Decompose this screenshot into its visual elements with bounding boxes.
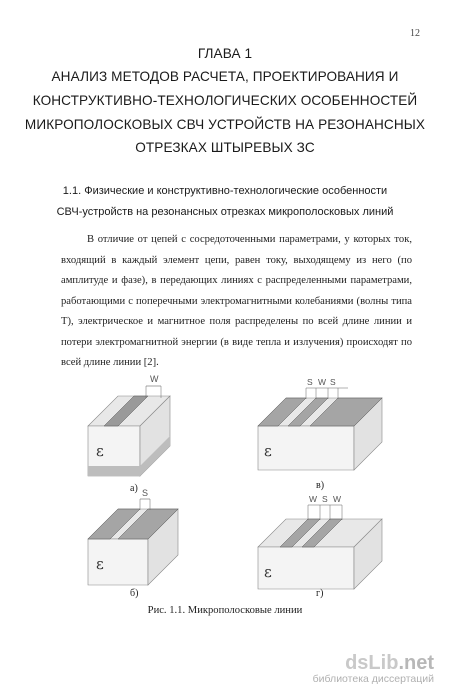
dim-label-w: W xyxy=(333,494,342,504)
dim-label-w: W xyxy=(318,377,327,387)
body-paragraph xyxy=(61,230,412,374)
section-heading-line-2: СВЧ-устройств на резонансных отрезках микрополосковых линий xyxy=(56,206,394,218)
dim-label-w: W xyxy=(150,374,159,384)
dim-label-s: S xyxy=(307,377,313,387)
figure-panel-b xyxy=(88,488,208,592)
panel-label-a: а) xyxy=(130,483,138,494)
panel-label-b: б) xyxy=(130,588,139,599)
watermark-subtitle: библиотека диссертаций xyxy=(312,673,434,685)
watermark-logo xyxy=(313,652,434,675)
epsilon-symbol: ε xyxy=(264,442,272,460)
body-paragraph-text: В отличие от цепей с сосредоточенными параметрами, у которых ток, входящий в каждый элемент цепи, равен току, выходящему из него (по амплитуде и фазе), в передающих линиях с распределенными параметрами, работающими с поперечными электромагнитными колебаниями (волны типа Т), электрическое и магнитное поля распределены по всей длине линии и потери электромагнитной энергии (в виде тепла и излучения) происходят по всей длине линии [2]. xyxy=(61,234,412,368)
dim-label-s: S xyxy=(322,494,328,504)
figure-panel-v xyxy=(258,377,388,484)
figure-panel-a xyxy=(88,374,208,484)
figure-caption: Рис. 1.1. Микрополосковые линии xyxy=(147,605,303,616)
dim-label-s: S xyxy=(142,488,149,498)
figure-panel-g xyxy=(258,494,388,597)
chapter-label: ГЛАВА 1 xyxy=(197,46,253,61)
epsilon-symbol: ε xyxy=(264,563,272,581)
section-heading-line-1: 1.1. Физические и конструктивно-технологические особенности xyxy=(62,185,388,197)
chapter-title-line-3: МИКРОПОЛОСКОВЫХ СВЧ УСТРОЙСТВ НА РЕЗОНАНСНЫХ xyxy=(24,117,426,132)
epsilon-symbol: ε xyxy=(96,442,104,460)
page-number: 12 xyxy=(410,28,420,39)
dim-label-w: W xyxy=(309,494,318,504)
watermark-logo-tld: .net xyxy=(398,652,434,674)
chapter-title-line-2: КОНСТРУКТИВНО-ТЕХНОЛОГИЧЕСКИХ ОСОБЕННОСТЕЙ xyxy=(32,93,418,108)
dim-label-s: S xyxy=(330,377,336,387)
panel-label-v: в) xyxy=(316,480,325,491)
chapter-title-line-4: ОТРЕЗКАХ ШТЫРЕВЫХ ЗС xyxy=(135,140,315,155)
epsilon-symbol: ε xyxy=(96,555,104,573)
chapter-title-line-1: АНАЛИЗ МЕТОДОВ РАСЧЕТА, ПРОЕКТИРОВАНИЯ И xyxy=(51,69,399,84)
watermark-logo-main: dsLib xyxy=(345,652,399,674)
panel-label-g: г) xyxy=(316,588,324,599)
watermark xyxy=(313,652,434,685)
